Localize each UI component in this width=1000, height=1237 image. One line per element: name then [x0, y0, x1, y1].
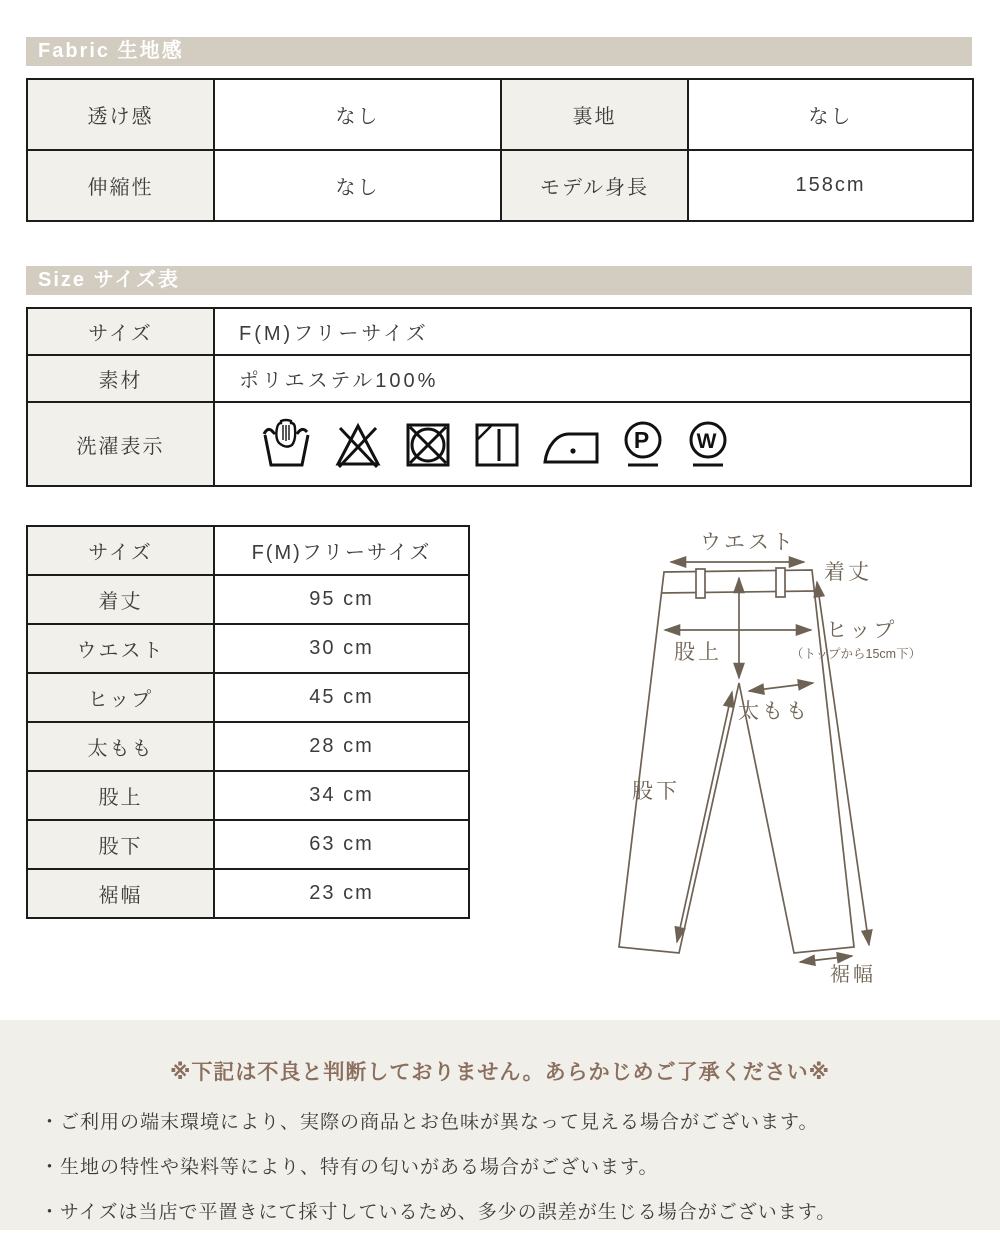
list-item: ・サイズは当店で平置きにて採寸しているため、多少の誤差が生じる場合がございます。 — [40, 1202, 837, 1223]
inseam-label: 股下 — [632, 780, 680, 803]
laundry-symbols — [239, 418, 970, 470]
fabric-label-lining: 裏地 — [501, 79, 688, 150]
material-label: 素材 — [27, 355, 214, 402]
fabric-value-model-height: 158cm — [688, 150, 973, 221]
size-label: サイズ — [27, 308, 214, 355]
table-row — [27, 820, 469, 869]
fabric-table — [26, 78, 974, 222]
dry-clean-p-icon — [618, 418, 668, 470]
size-value: F(M)フリーサイズ — [214, 308, 971, 355]
measure-label-thigh: 太もも — [27, 722, 214, 771]
table-row — [27, 673, 469, 722]
thigh-arrow — [749, 683, 813, 691]
measure-label-inseam: 股下 — [27, 820, 214, 869]
care-label: 洗濯表示 — [27, 402, 214, 486]
fabric-value-stretch: なし — [214, 150, 501, 221]
disclaimer-heading: ※下記は不良と判断しておりません。あらかじめご了承ください※ — [169, 1061, 831, 1084]
fabric-label-sheerness: 透け感 — [27, 79, 214, 150]
measure-value-hem: 23 cm — [214, 869, 469, 918]
table-row — [27, 624, 469, 673]
table-row — [27, 355, 971, 402]
product-spec-page — [26, 37, 972, 1004]
table-row — [27, 79, 973, 150]
fabric-label-model-height: モデル身長 — [501, 150, 688, 221]
length-label: 着丈 — [824, 561, 872, 584]
measure-label-hip: ヒップ — [27, 673, 214, 722]
measure-label-waist: ウエスト — [27, 624, 214, 673]
table-row — [27, 308, 971, 355]
thigh-label: 太もも — [738, 700, 810, 723]
table-row — [27, 771, 469, 820]
disclaimer-list — [0, 1086, 1000, 1235]
table-row — [27, 526, 469, 575]
measure-value-thigh: 28 cm — [214, 722, 469, 771]
material-value: ポリエステル100% — [214, 355, 971, 402]
rise-label: 股上 — [674, 641, 722, 664]
size-section-header: Size サイズ表 — [26, 266, 972, 295]
hip-note: （トップから15cm下） — [790, 647, 922, 661]
table-row — [27, 869, 469, 918]
hand-wash-icon — [257, 418, 315, 470]
measure-value-size: F(M)フリーサイズ — [214, 526, 469, 575]
pants-diagram — [586, 525, 986, 995]
waist-label: ウエスト — [700, 531, 796, 554]
measure-label-length: 着丈 — [27, 575, 214, 624]
size-info-table — [26, 307, 972, 487]
disclaimer-section — [0, 1020, 1000, 1230]
hem-label: 裾幅 — [830, 964, 876, 986]
shade-dry-icon — [470, 418, 524, 470]
fabric-value-lining: なし — [688, 79, 973, 150]
measurement-section — [26, 525, 972, 1004]
measurement-table — [26, 525, 470, 919]
measure-value-rise: 34 cm — [214, 771, 469, 820]
wet-clean-letter: W — [696, 430, 720, 453]
table-row — [27, 575, 469, 624]
do-not-tumble-dry-icon — [401, 418, 455, 470]
iron-low-icon — [539, 418, 603, 470]
table-row — [27, 722, 469, 771]
fabric-label-stretch: 伸縮性 — [27, 150, 214, 221]
wet-clean-w-icon — [683, 418, 733, 470]
hem-arrow — [800, 956, 852, 962]
do-not-bleach-icon — [330, 418, 386, 470]
table-row — [27, 150, 973, 221]
measure-value-length: 95 cm — [214, 575, 469, 624]
table-row — [27, 402, 971, 486]
pants-outline — [619, 570, 854, 953]
measure-value-waist: 30 cm — [214, 624, 469, 673]
measure-value-inseam: 63 cm — [214, 820, 469, 869]
hip-label: ヒップ — [826, 619, 898, 642]
dry-clean-letter: P — [633, 427, 653, 453]
measure-label-hem: 裾幅 — [27, 869, 214, 918]
fabric-section-header: Fabric 生地感 — [26, 37, 972, 66]
measure-label-rise: 股上 — [27, 771, 214, 820]
measure-label-size: サイズ — [27, 526, 214, 575]
list-item: ・生地の特性や染料等により、特有の匂いがある場合がございます。 — [40, 1157, 659, 1178]
inseam-arrow — [677, 692, 732, 942]
list-item: ・ご利用の端末環境により、実際の商品とお色味が異なって見える場合がございます。 — [40, 1112, 819, 1133]
fabric-value-sheerness: なし — [214, 79, 501, 150]
care-icons-cell — [214, 402, 971, 486]
measure-value-hip: 45 cm — [214, 673, 469, 722]
